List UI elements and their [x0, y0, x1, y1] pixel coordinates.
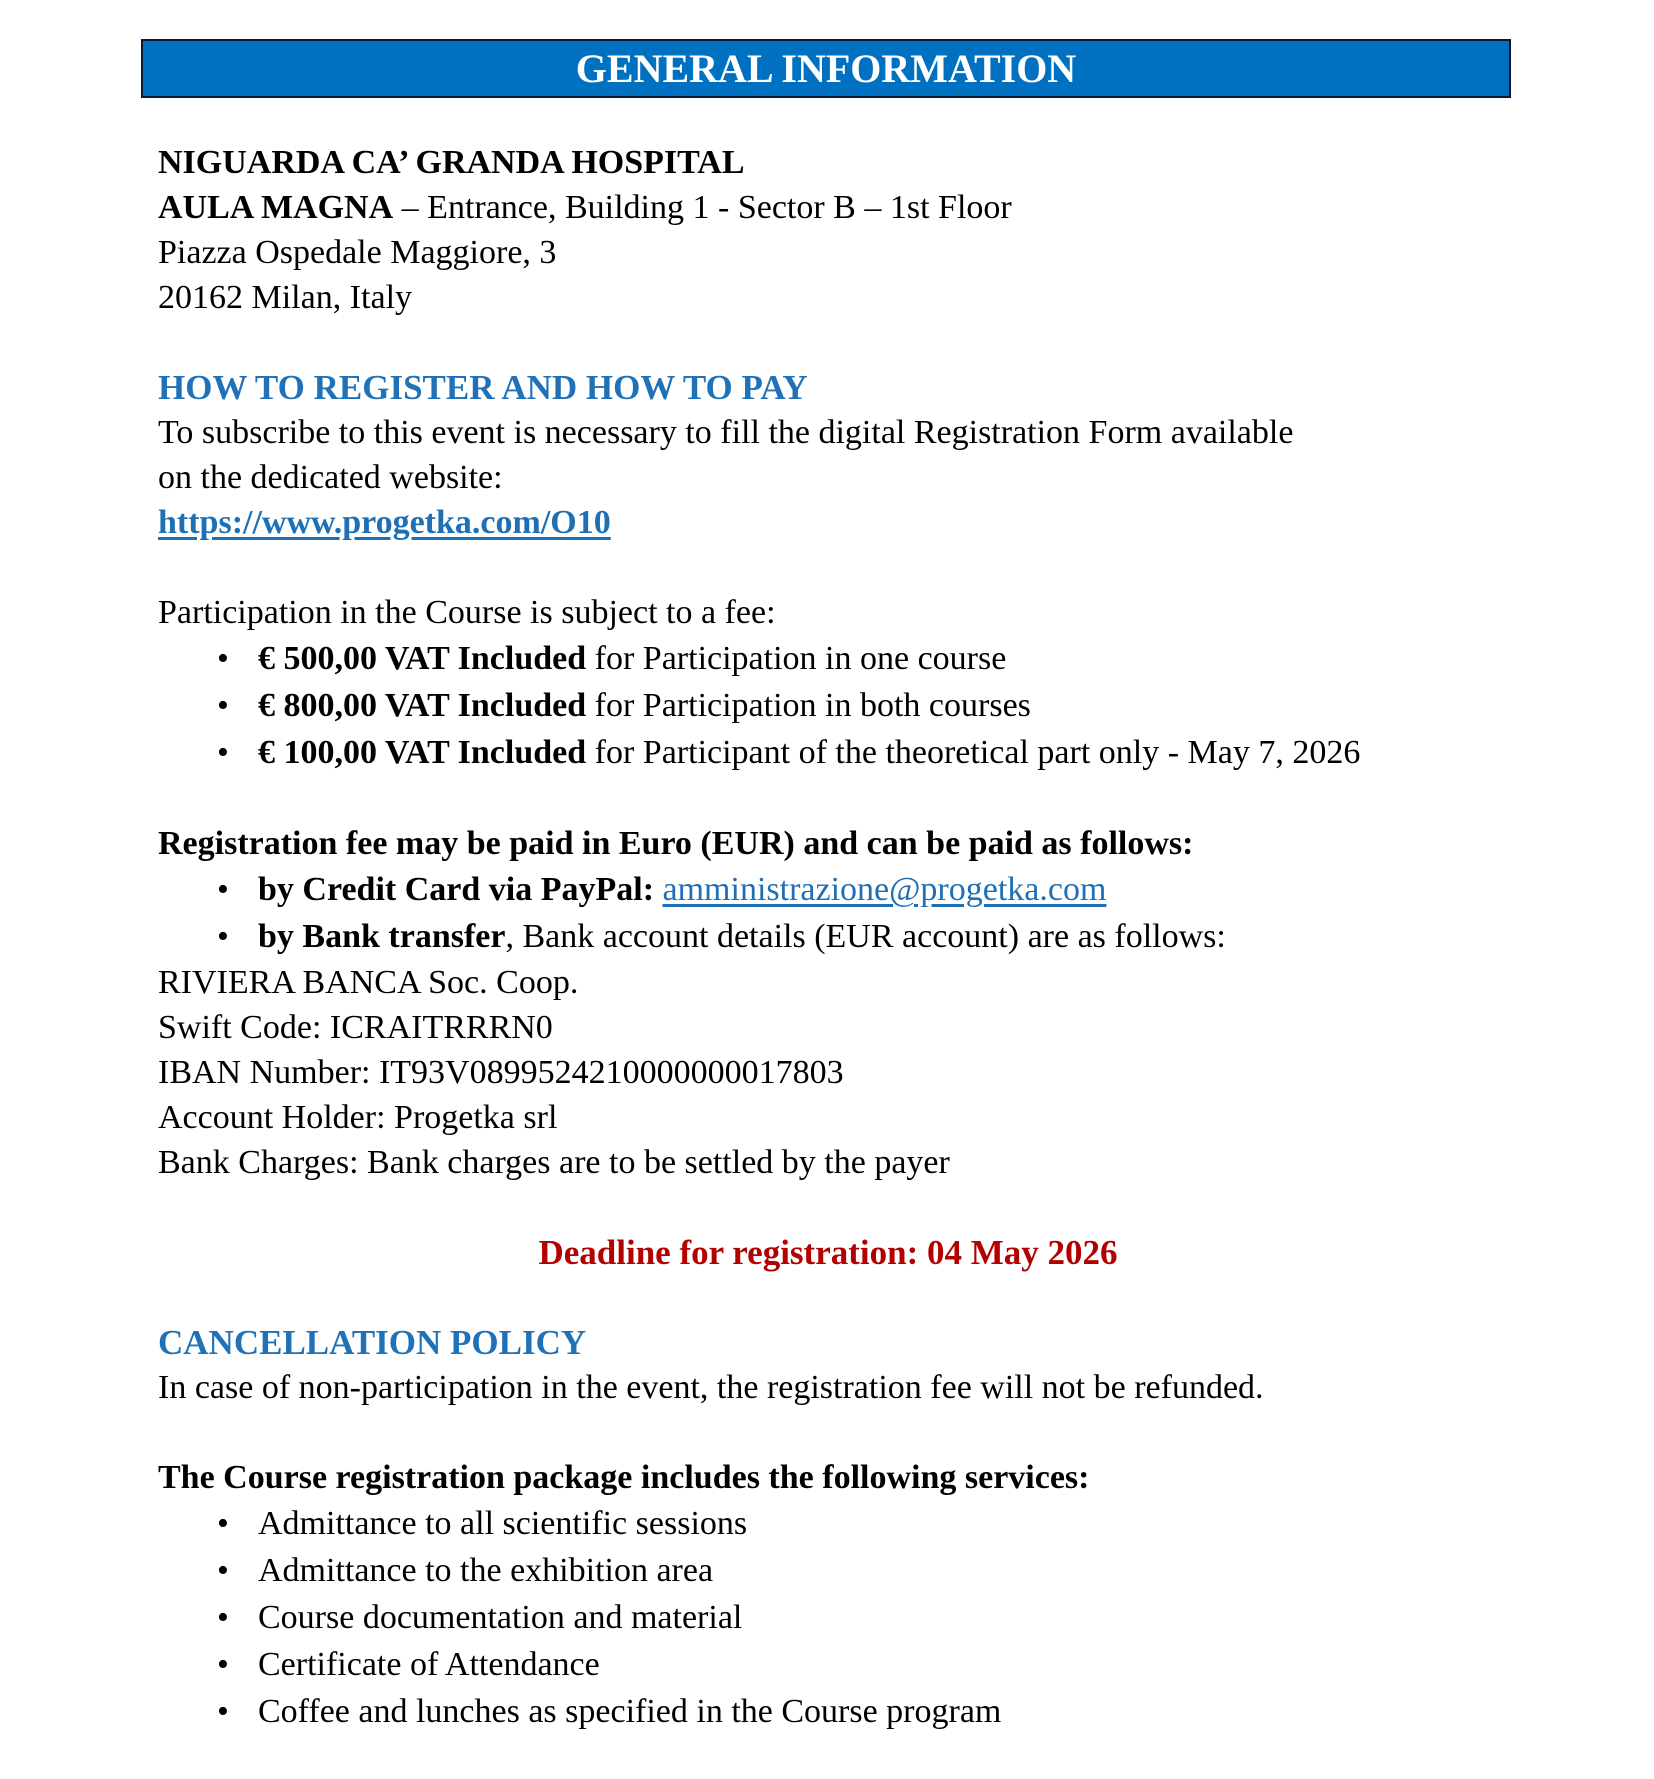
section-header-bar [141, 39, 1511, 98]
fee-description: for Participant of the theoretical part only - May 7, 2026 [586, 734, 1361, 771]
package-item-text: Certificate of Attendance [258, 1646, 600, 1683]
package-item [158, 1688, 1518, 1735]
fee-description: for Participation in both courses [586, 687, 1031, 724]
package-item-text: Admittance to the exhibition area [258, 1552, 714, 1589]
fee-amount: € 500,00 VAT Included [258, 640, 587, 677]
swift-code: Swift Code: ICRAITRRRN0 [158, 1009, 553, 1046]
paypal-label: by Credit Card via PayPal: [258, 871, 663, 908]
fee-description: for Participation in one course [586, 640, 1007, 677]
register-intro-line2: on the dedicated website: [158, 459, 503, 496]
payment-methods [158, 866, 1518, 960]
iban-number: IBAN Number: IT93V0899524210000000017803 [158, 1054, 844, 1091]
fee-intro: Participation in the Course is subject to a fee: [158, 594, 776, 631]
bullet-icon: • [217, 1552, 229, 1589]
payment-method-bank [158, 913, 1518, 960]
venue-name: NIGUARDA CA’ GRANDA HOSPITAL [158, 144, 745, 181]
bank-name: RIVIERA BANCA Soc. Coop. [158, 964, 579, 1001]
bank-transfer-desc: , Bank account details (EUR account) are as follows: [505, 918, 1226, 955]
page-title: GENERAL INFORMATION [575, 46, 1077, 91]
fee-item [158, 635, 1518, 682]
package-item-text: Course documentation and material [258, 1599, 743, 1636]
registration-website-link[interactable]: https://www.progetka.com/O10 [158, 504, 611, 541]
bullet-icon: • [217, 687, 229, 724]
fee-amount: € 800,00 VAT Included [258, 687, 587, 724]
bullet-icon: • [217, 1693, 229, 1730]
register-intro-line1: To subscribe to this event is necessary to fill the digital Registration Form available [158, 414, 1294, 451]
package-item-text: Admittance to all scientific sessions [258, 1505, 748, 1542]
package-list [158, 1500, 1518, 1735]
bank-charges: Bank Charges: Bank charges are to be settled by the payer [158, 1144, 950, 1181]
fee-list [158, 635, 1518, 776]
cancellation-text: In case of non-participation in the event, the registration fee will not be refunded. [158, 1369, 1264, 1406]
venue-room-details: – Entrance, Building 1 - Sector B – 1st Floor [393, 189, 1012, 226]
registration-deadline: Deadline for registration: 04 May 2026 [538, 1233, 1118, 1272]
account-holder: Account Holder: Progetka srl [158, 1099, 558, 1136]
venue-room [158, 185, 1518, 230]
bullet-icon: • [217, 871, 229, 908]
package-heading: The Course registration package includes the following services: [158, 1459, 1090, 1496]
paypal-email-link[interactable]: amministrazione@progetka.com [662, 871, 1107, 908]
document-body [158, 140, 1518, 1735]
venue-room-name: AULA MAGNA [158, 189, 394, 226]
bullet-icon: • [217, 1646, 229, 1683]
payment-heading: Registration fee may be paid in Euro (EUR) and can be paid as follows: [158, 825, 1194, 862]
payment-method-paypal [158, 866, 1518, 913]
package-item [158, 1594, 1518, 1641]
fee-amount: € 100,00 VAT Included [258, 734, 587, 771]
package-item [158, 1547, 1518, 1594]
bank-transfer-label: by Bank transfer [258, 918, 506, 955]
cancellation-heading: CANCELLATION POLICY [158, 1323, 587, 1362]
fee-item [158, 729, 1518, 776]
bullet-icon: • [217, 1599, 229, 1636]
venue-street: Piazza Ospedale Maggiore, 3 [158, 234, 557, 271]
bullet-icon: • [217, 1505, 229, 1542]
package-item [158, 1641, 1518, 1688]
fee-item [158, 682, 1518, 729]
venue-city: 20162 Milan, Italy [158, 279, 413, 316]
bullet-icon: • [217, 918, 229, 955]
package-item-text: Coffee and lunches as specified in the Course program [258, 1693, 1002, 1730]
bullet-icon: • [217, 734, 229, 771]
package-item [158, 1500, 1518, 1547]
bullet-icon: • [217, 640, 229, 677]
register-heading: HOW TO REGISTER AND HOW TO PAY [158, 368, 808, 407]
